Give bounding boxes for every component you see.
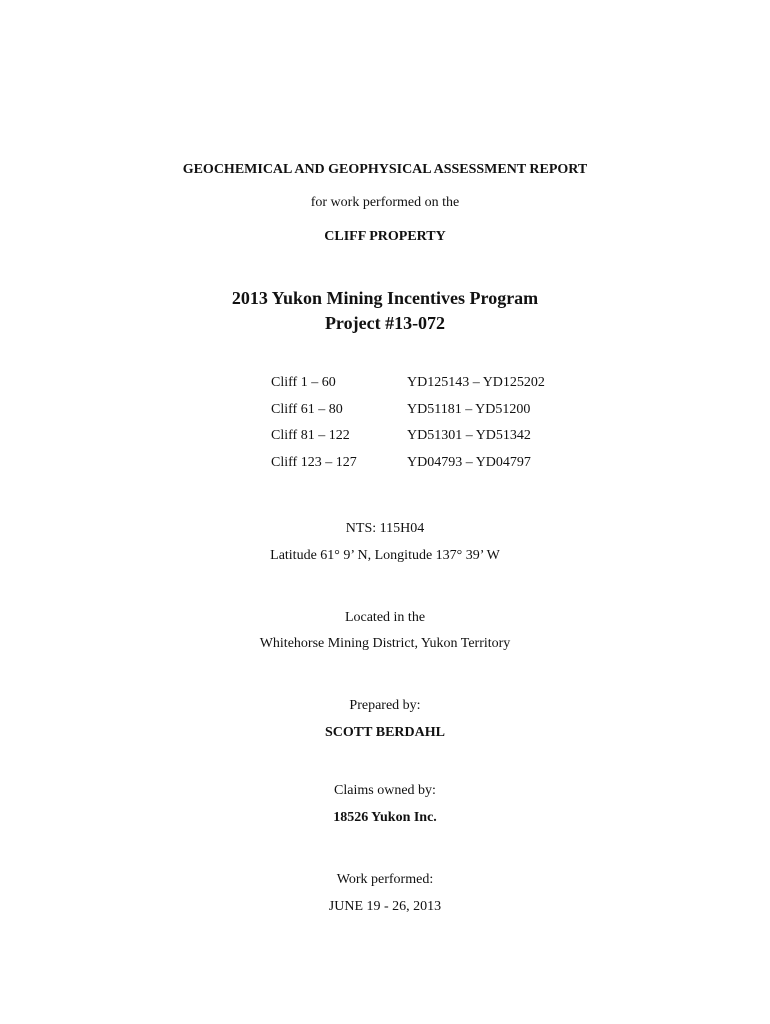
program-name: 2013 Yukon Mining Incentives Program [231, 288, 539, 308]
author-name: SCOTT BERDAHL [325, 725, 445, 740]
property-name: CLIFF PROPERTY [324, 229, 446, 244]
claim-name: Cliff 81 – 122 [271, 428, 350, 443]
claims-table [271, 374, 601, 480]
prepared-by-label: Prepared by: [349, 698, 421, 713]
claim-name: Cliff 123 – 127 [271, 454, 357, 470]
claim-grant-range: YD04793 – YD04797 [407, 454, 531, 470]
owner-name: 18526 Yukon Inc. [333, 810, 437, 825]
coordinates: Latitude 61° 9’ N, Longitude 137° 39’ W [270, 548, 500, 563]
located-label: Located in the [344, 610, 426, 625]
claim-grant-range: YD51181 – YD51200 [407, 401, 531, 417]
claim-row [271, 454, 601, 481]
claim-row [271, 401, 601, 428]
claim-name: Cliff 1 – 60 [271, 375, 336, 390]
work-performed-label: Work performed: [336, 872, 434, 887]
work-dates: JUNE 19 - 26, 2013 [328, 899, 442, 914]
nts-sheet: NTS: 115H04 [345, 521, 425, 536]
owner-label: Claims owned by: [334, 783, 436, 798]
claim-row [271, 374, 601, 401]
report-subtitle: for work performed on the [310, 195, 460, 210]
claim-row [271, 427, 601, 454]
project-number: Project #13-072 [324, 313, 446, 333]
claim-grant-range: YD125143 – YD125202 [407, 375, 545, 390]
claim-name: Cliff 61 – 80 [271, 401, 343, 417]
report-title: GEOCHEMICAL AND GEOPHYSICAL ASSESSMENT REPORT [182, 162, 588, 177]
mining-district: Whitehorse Mining District, Yukon Territory [259, 636, 511, 651]
claim-grant-range: YD51301 – YD51342 [407, 428, 531, 443]
